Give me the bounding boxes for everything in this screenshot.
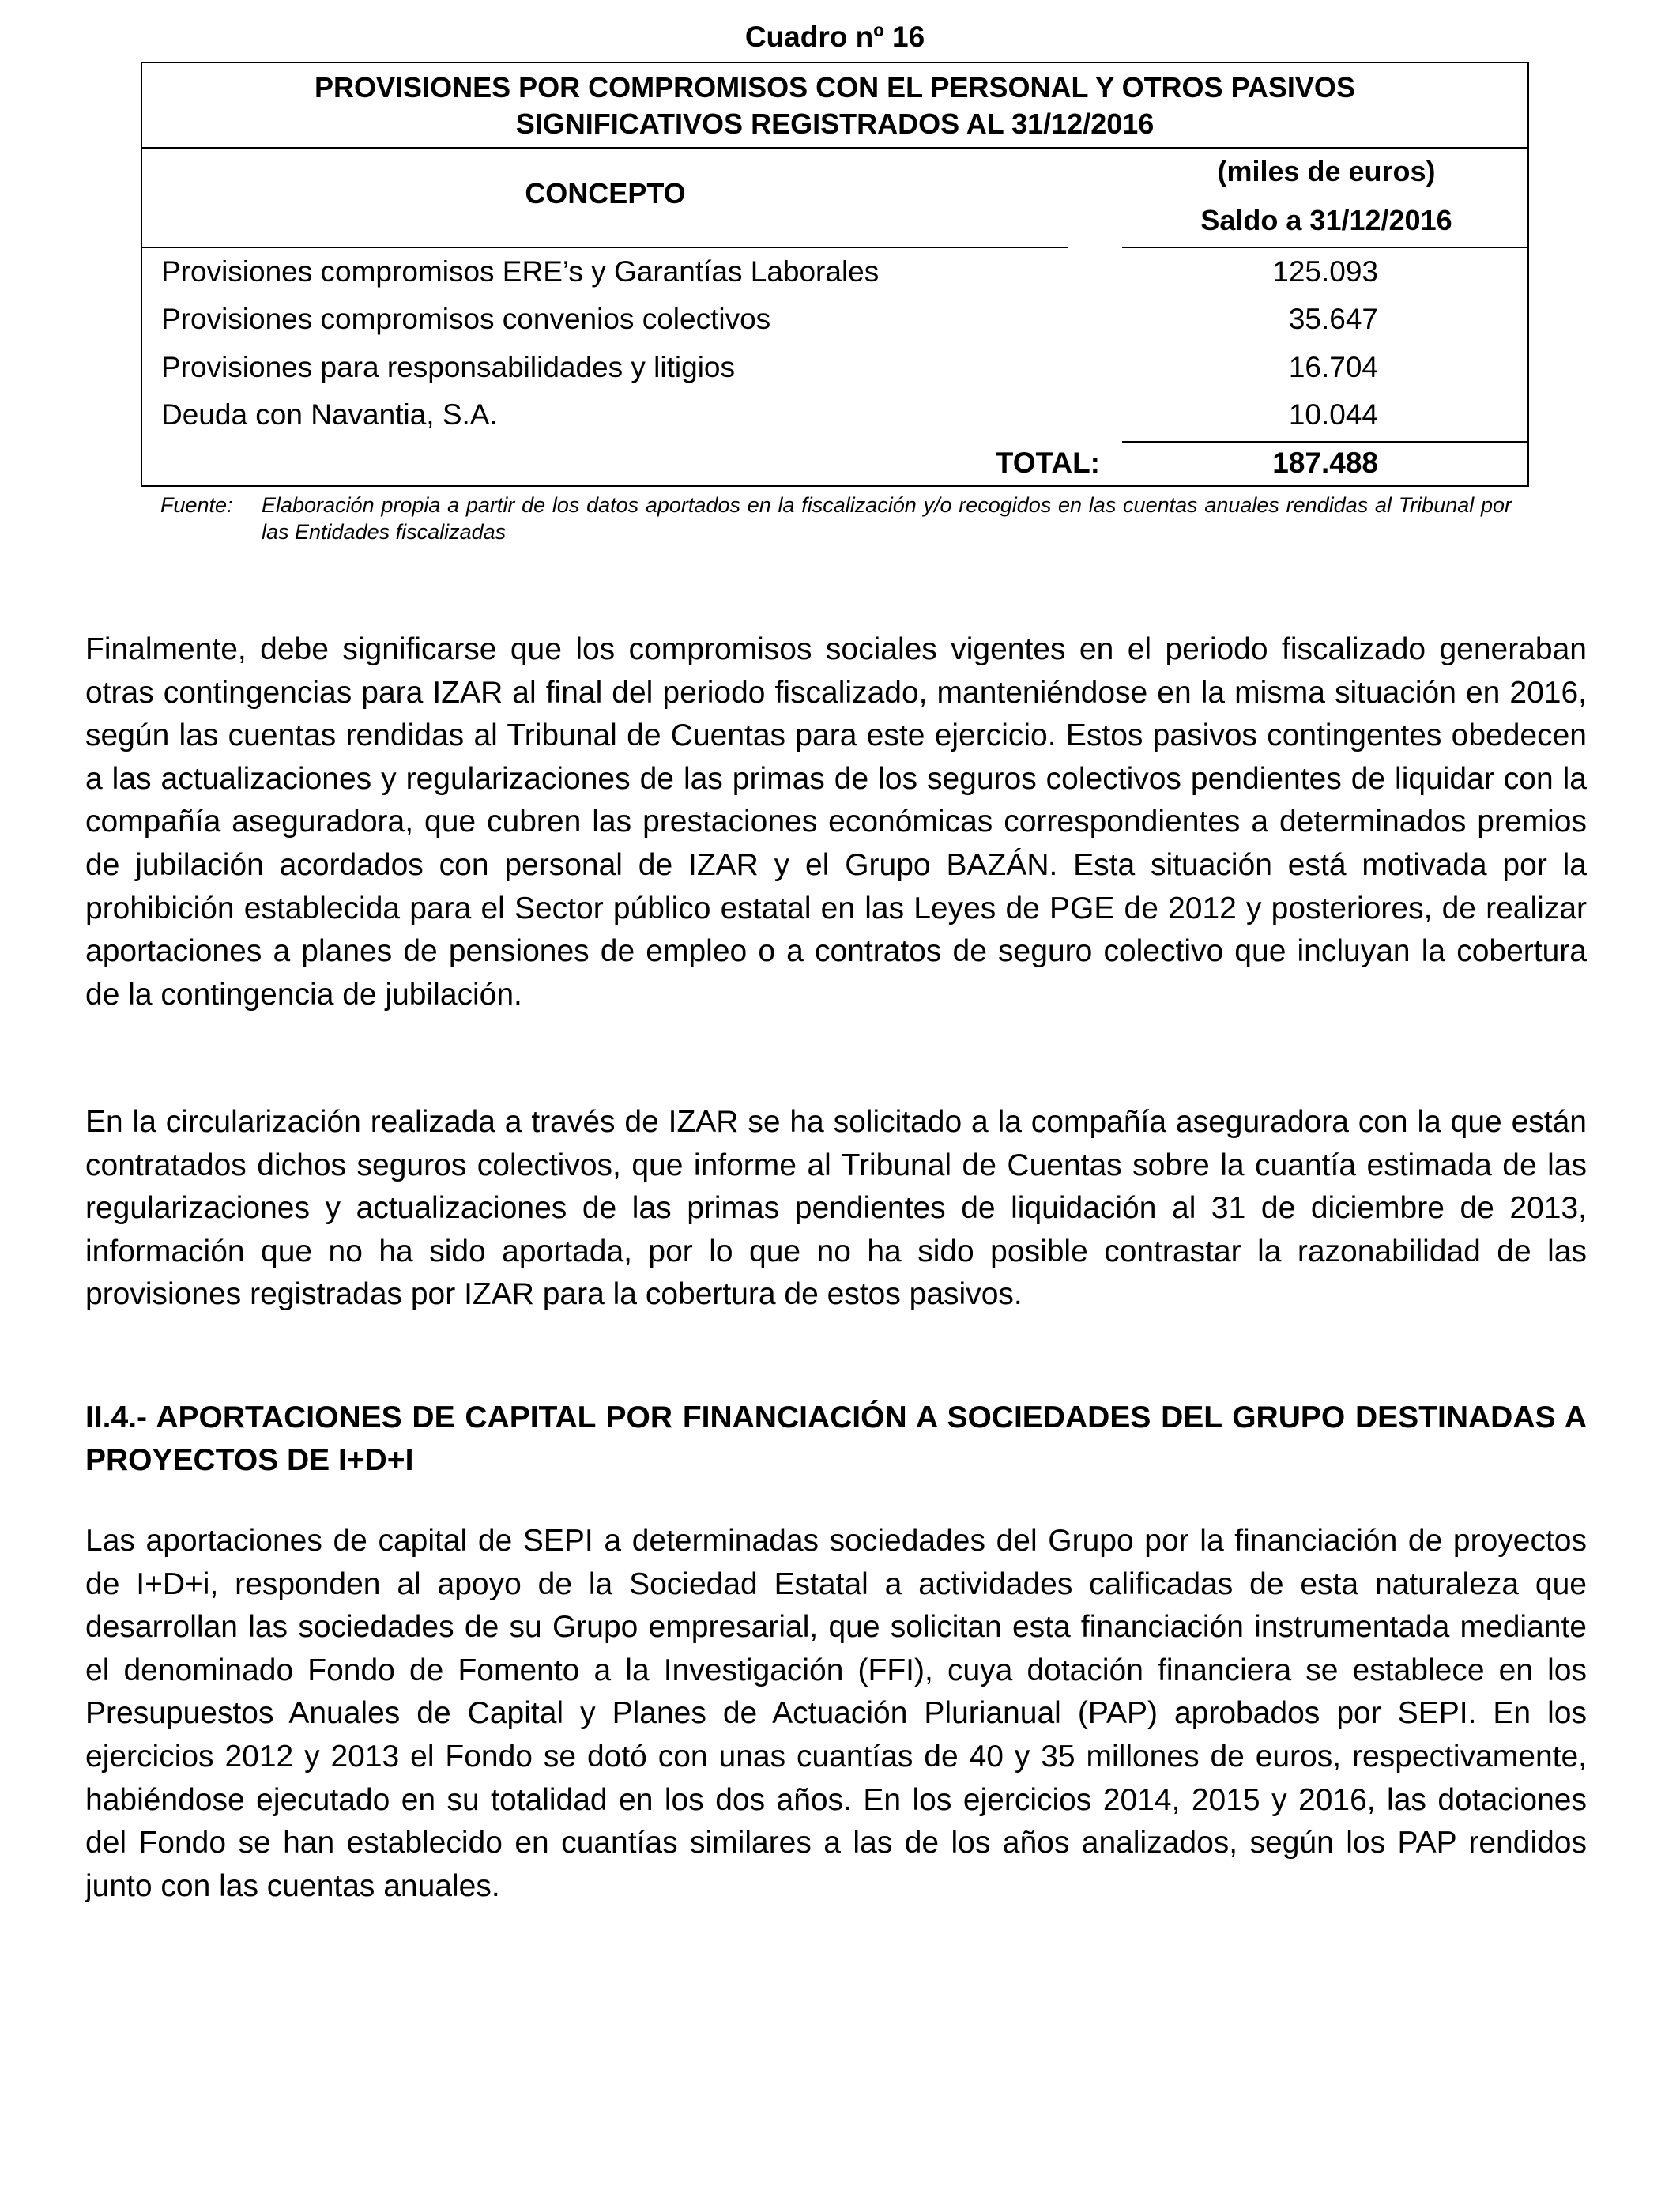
total-label: TOTAL: bbox=[995, 447, 1100, 479]
row-value: 125.093 bbox=[1272, 255, 1378, 288]
source-text: Elaboración propia a partir de los datos aportados en la fiscalización y/o recogidos en las cuentas anuales rendidas al Tribunal por las Entidades fiscalizadas bbox=[262, 493, 1512, 544]
total-value: 187.488 bbox=[1272, 447, 1378, 479]
source-label: Fuente: bbox=[160, 493, 233, 517]
section-paragraph: Las aportaciones de capital de SEPI a determinadas sociedades del Grupo por la financiación de proyectos de I+D+i, responden al apoyo de la Sociedad Estatal a actividades calificadas de esta naturaleza que desarrollan las sociedades de su Grupo empresarial, que solicitan esta financiación instrumentada mediante el denominado Fondo de Fomento a la Investigación (FFI), cuya dotación financiera se establece en los Presupuestos Anuales de Capital y Planes de Actuación Plurianual (PAP) aprobados por SEPI. En los ejercicios 2012 y 2013 el Fondo se dotó con unas cuantías de 40 y 35 millones de euros, respectivamente, habiéndose ejecutado en su totalidad en los dos años. En los ejercicios 2014, 2015 y 2016, las dotaciones del Fondo se han establecido en cuantías similares a las de los años analizados, según los PAP rendidos junto con las cuentas anuales. bbox=[85, 1524, 1587, 1903]
body-paragraph: Finalmente, debe significarse que los compromisos sociales vigentes en el periodo fiscalizado generaban otras contingencias para IZAR al final del periodo fiscalizado, manteniéndose en la misma situación en 2016, según las cuentas rendidas al Tribunal de Cuentas para este ejercicio. Estos pasivos contingentes obedecen a las actualizaciones y regularizaciones de las primas de los seguros colectivos pendientes de liquidar con la compañía aseguradora, que cubren las prestaciones económicas correspondientes a determinados premios de jubilación acordados con personal de IZAR y el Grupo BAZÁN. Esta situación está motivada por la prohibición establecida para el Sector público estatal en las Leyes de PGE de 2012 y posteriores, de realizar aportaciones a planes de pensiones de empleo o a contratos de seguro colectivo que incluyan la cobertura de la contingencia de jubilación. bbox=[85, 632, 1587, 1012]
table-row bbox=[142, 391, 1527, 439]
table-source-note bbox=[160, 492, 1512, 545]
row-label: Provisiones compromisos convenios colectivos bbox=[161, 303, 771, 335]
column-header-saldo: Saldo a 31/12/2016 bbox=[1200, 204, 1452, 236]
row-label: Provisiones compromisos ERE’s y Garantías Laborales bbox=[161, 255, 880, 288]
table-title-line-2: SIGNIFICATIVOS REGISTRADOS AL 31/12/2016 bbox=[515, 107, 1155, 140]
column-header-concepto: CONCEPTO bbox=[525, 177, 686, 209]
table-caption: Cuadro nº 16 bbox=[744, 21, 925, 53]
table-row bbox=[142, 296, 1527, 343]
table-row bbox=[142, 248, 1527, 296]
row-value: 35.647 bbox=[1288, 303, 1378, 335]
provisions-table bbox=[141, 62, 1529, 487]
row-value: 10.044 bbox=[1288, 398, 1378, 431]
row-label: Deuda con Navantia, S.A. bbox=[161, 398, 498, 431]
row-label: Provisiones para responsabilidades y litigios bbox=[161, 351, 735, 383]
section-heading: II.4.- APORTACIONES DE CAPITAL POR FINANCIACIÓN A SOCIEDADES DEL GRUPO DESTINADAS A PROYECTOS DE I+D+I bbox=[85, 1400, 1587, 1477]
table-row bbox=[142, 344, 1527, 391]
total-row bbox=[142, 439, 1527, 487]
table-title bbox=[142, 63, 1527, 149]
row-value: 16.704 bbox=[1288, 351, 1378, 383]
table-title-line-1: PROVISIONES POR COMPROMISOS CON EL PERSONAL Y OTROS PASIVOS bbox=[315, 71, 1355, 104]
body-paragraph: En la circularización realizada a través de IZAR se ha solicitado a la compañía aseguradora con la que están contratados dichos seguros colectivos, que informe al Tribunal de Cuentas sobre la cuantía estimada de las regularizaciones y actualizaciones de las primas pendientes de liquidación al 31 de diciembre de 2013, información que no ha sido aportada, por lo que no ha sido posible contrastar la razonabilidad de las provisiones registradas por IZAR para la cobertura de estos pasivos. bbox=[85, 1105, 1587, 1312]
units-label: (miles de euros) bbox=[1217, 155, 1436, 187]
